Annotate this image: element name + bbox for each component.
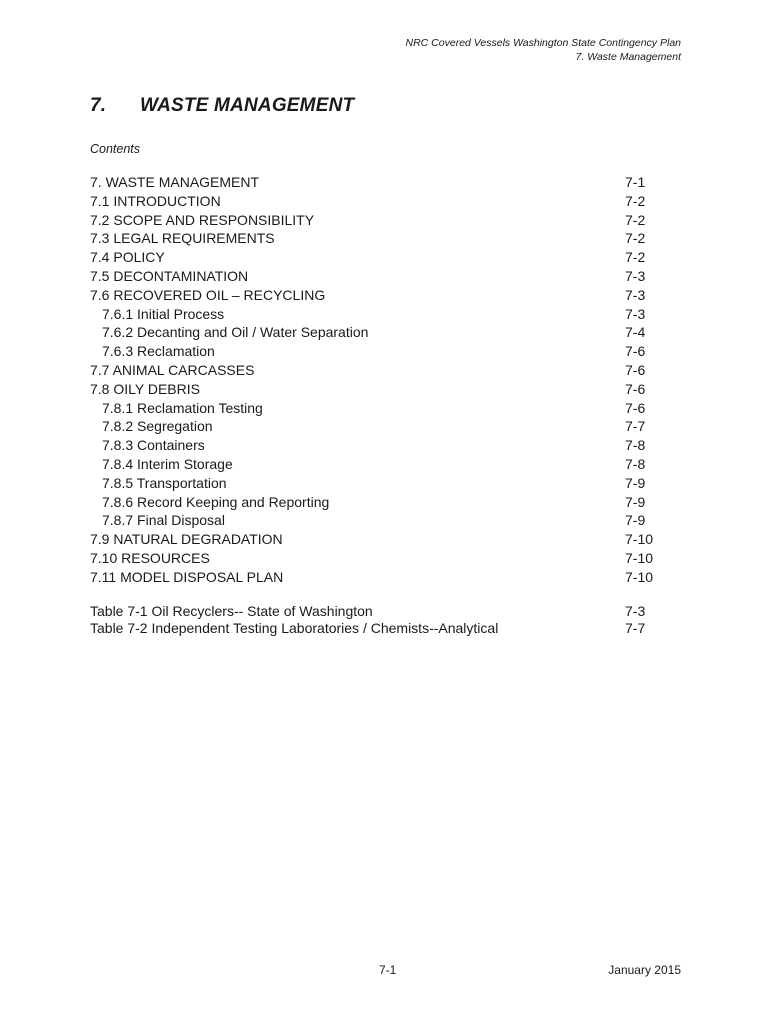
toc-entry[interactable] bbox=[90, 248, 665, 267]
toc-entry[interactable] bbox=[90, 192, 665, 211]
toc-entry[interactable] bbox=[90, 173, 665, 192]
chapter-title bbox=[90, 95, 354, 117]
toc-entry-label: 7.2 SCOPE AND RESPONSIBILITY bbox=[90, 211, 315, 228]
toc-entry-page: 7-8 bbox=[625, 437, 646, 454]
toc-entry[interactable] bbox=[90, 399, 665, 418]
toc-entry-page: 7-10 bbox=[625, 549, 654, 566]
toc-entry-page: 7-8 bbox=[625, 455, 646, 472]
footer-date: January 2015 bbox=[608, 963, 681, 977]
toc-entry[interactable] bbox=[90, 511, 665, 530]
header-section-title: 7. Waste Management bbox=[575, 50, 681, 63]
toc-entry[interactable] bbox=[90, 568, 665, 587]
toc-entry-page: 7-7 bbox=[625, 418, 646, 435]
table-entry[interactable] bbox=[90, 620, 665, 637]
toc-entry[interactable] bbox=[90, 267, 665, 286]
toc-entry-label: 7.6 RECOVERED OIL – RECYCLING bbox=[90, 286, 326, 303]
toc-entry-page: 7-9 bbox=[625, 474, 646, 491]
toc-entry-page: 7-3 bbox=[625, 286, 646, 303]
toc-entry-page: 7-3 bbox=[625, 267, 646, 284]
toc-entry[interactable] bbox=[90, 474, 665, 493]
toc-entry-page: 7-2 bbox=[625, 192, 646, 209]
toc-entry-label: 7.8.5 Transportation bbox=[102, 474, 227, 491]
toc-entry-page: 7-6 bbox=[625, 399, 646, 416]
toc-entry[interactable] bbox=[90, 549, 665, 568]
toc-entry-label: 7.1 INTRODUCTION bbox=[90, 192, 221, 209]
toc-entry-label: 7.8.3 Containers bbox=[102, 437, 205, 454]
toc-entry[interactable] bbox=[90, 286, 665, 305]
toc-entry-label: 7.8 OILY DEBRIS bbox=[90, 380, 200, 397]
toc-entry-page: 7-9 bbox=[625, 493, 646, 510]
table-entry-label: Table 7-2 Independent Testing Laboratories / Chemists--Analytical bbox=[90, 619, 499, 636]
table-entry-page: 7-7 bbox=[625, 619, 646, 636]
toc-entry-label: 7.9 NATURAL DEGRADATION bbox=[90, 531, 283, 548]
table-entry-label: Table 7-1 Oil Recyclers-- State of Washington bbox=[90, 603, 373, 619]
toc-entry[interactable] bbox=[90, 436, 665, 455]
toc-entry-page: 7-6 bbox=[625, 343, 646, 360]
toc-entry-label: 7.10 RESOURCES bbox=[90, 549, 210, 566]
toc-entry-label: 7.8.4 Interim Storage bbox=[102, 455, 233, 472]
toc-entry-label: 7.6.2 Decanting and Oil / Water Separation bbox=[102, 324, 369, 341]
toc-entry-page: 7-3 bbox=[625, 305, 646, 322]
toc-entry-label: 7.7 ANIMAL CARCASSES bbox=[90, 361, 255, 378]
chapter-title-text: WASTE MANAGEMENT bbox=[140, 95, 355, 116]
toc-entry-label: 7. WASTE MANAGEMENT bbox=[90, 174, 260, 190]
toc-entry[interactable] bbox=[90, 455, 665, 474]
footer-page-number: 7-1 bbox=[379, 963, 397, 977]
page-header bbox=[406, 37, 681, 64]
toc-entry-page: 7-1 bbox=[625, 174, 646, 190]
toc-entry-label: 7.11 MODEL DISPOSAL PLAN bbox=[90, 568, 284, 585]
toc-entry-label: 7.4 POLICY bbox=[90, 249, 165, 266]
toc-entry-page: 7-4 bbox=[625, 324, 646, 341]
toc-entry-page: 7-10 bbox=[625, 568, 654, 585]
toc-entry[interactable] bbox=[90, 417, 665, 436]
toc-entry[interactable] bbox=[90, 229, 665, 248]
chapter-number: 7. bbox=[90, 95, 107, 116]
table-entry-page: 7-3 bbox=[625, 603, 646, 619]
toc-entry-label: 7.8.6 Record Keeping and Reporting bbox=[102, 493, 330, 510]
toc-entry[interactable] bbox=[90, 342, 665, 361]
toc-entry[interactable] bbox=[90, 380, 665, 399]
toc-entry-label: 7.5 DECONTAMINATION bbox=[90, 267, 249, 284]
toc-entry[interactable] bbox=[90, 323, 665, 342]
header-document-title: NRC Covered Vessels Washington State Contingency Plan bbox=[405, 37, 681, 49]
toc-entry-label: 7.6.3 Reclamation bbox=[102, 343, 215, 360]
list-of-tables bbox=[90, 603, 665, 636]
toc-entry-page: 7-6 bbox=[625, 380, 646, 397]
toc-entry-label: 7.8.2 Segregation bbox=[102, 418, 213, 435]
toc-entry[interactable] bbox=[90, 211, 665, 230]
toc-entry-label: 7.8.1 Reclamation Testing bbox=[102, 399, 263, 416]
toc-entry-page: 7-2 bbox=[625, 230, 646, 247]
toc-entry-label: 7.3 LEGAL REQUIREMENTS bbox=[90, 230, 275, 247]
toc-entry-page: 7-6 bbox=[625, 361, 646, 378]
toc-entry-page: 7-2 bbox=[625, 211, 646, 228]
toc-entry[interactable] bbox=[90, 361, 665, 380]
toc-entry-label: 7.6.1 Initial Process bbox=[102, 305, 225, 322]
toc-entry-page: 7-10 bbox=[625, 531, 654, 548]
toc-entry[interactable] bbox=[90, 530, 665, 549]
contents-label: Contents bbox=[90, 142, 141, 156]
table-entry[interactable] bbox=[90, 603, 665, 620]
toc-entry-label: 7.8.7 Final Disposal bbox=[102, 512, 225, 529]
toc-entry[interactable] bbox=[90, 493, 665, 512]
table-of-contents bbox=[90, 173, 665, 587]
toc-entry-page: 7-2 bbox=[625, 249, 646, 266]
toc-entry[interactable] bbox=[90, 305, 665, 324]
toc-entry-page: 7-9 bbox=[625, 512, 646, 529]
